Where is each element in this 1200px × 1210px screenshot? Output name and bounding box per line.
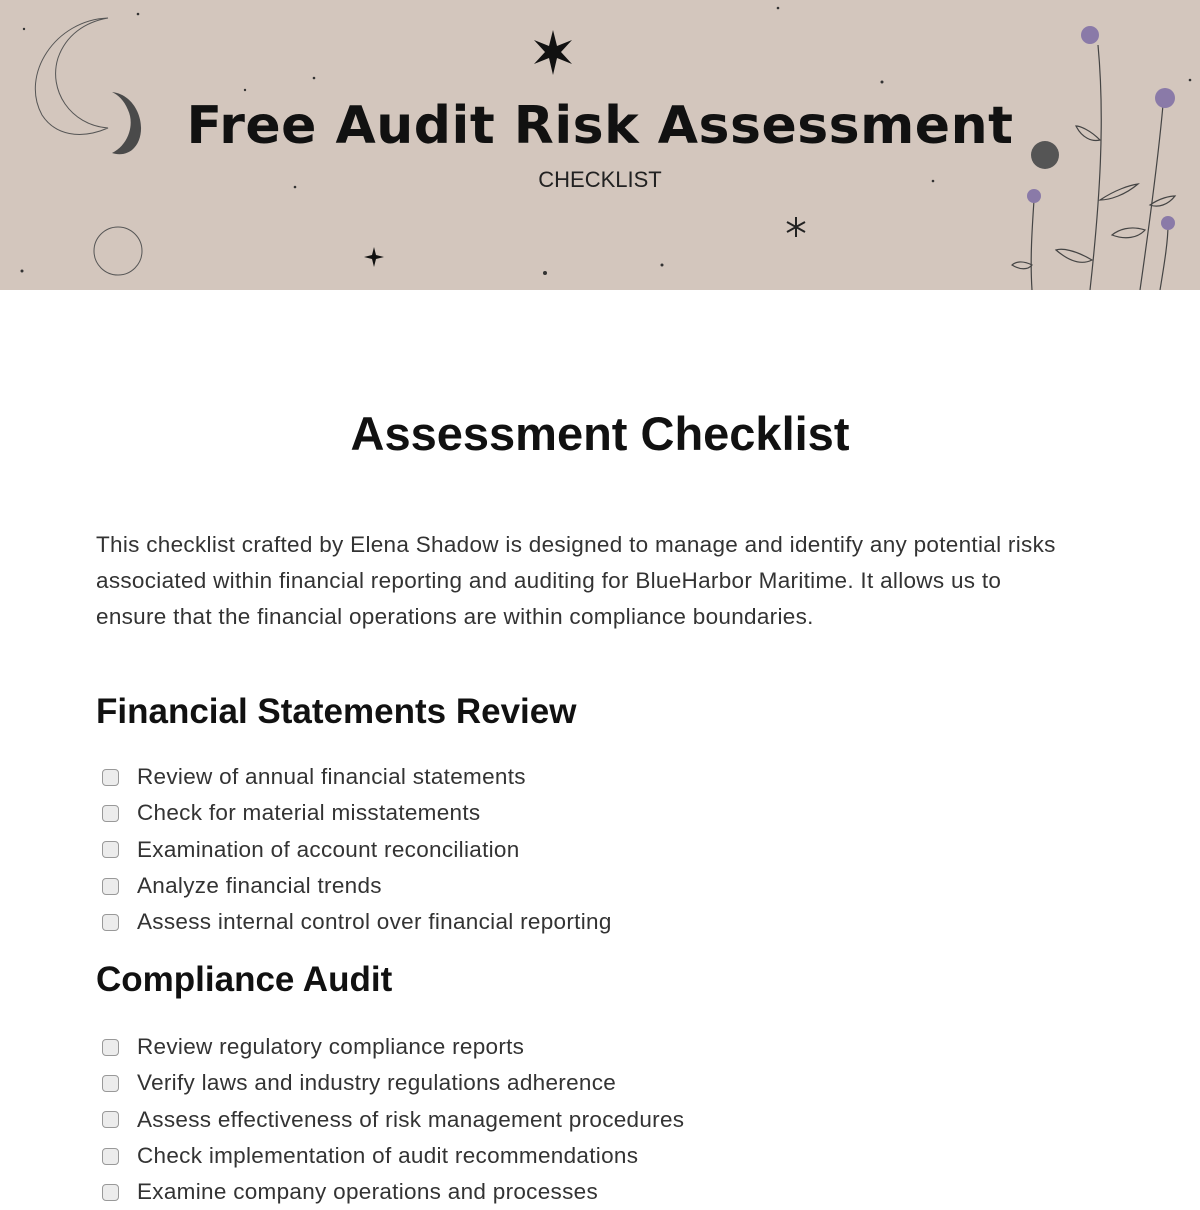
checkbox[interactable]	[102, 841, 119, 858]
checklist-item-label: Verify laws and industry regulations adherence	[137, 1070, 617, 1096]
sparkle-icon	[364, 247, 384, 267]
checklist-compliance-audit	[96, 1029, 684, 1210]
banner-subtitle: CHECKLIST	[538, 167, 662, 192]
section-heading-compliance-audit: Compliance Audit	[96, 960, 393, 999]
intro-paragraph: This checklist crafted by Elena Shadow is designed to manage and identify any potential risks associated within financial reporting and auditing for BlueHarbor Maritime. It allows us to ensure that the financial operations are within compliance boundaries.	[96, 532, 1056, 629]
checklist-item	[96, 759, 612, 795]
banner-title: Free Audit Risk Assessment	[186, 96, 1014, 156]
checklist-item-label: Examine company operations and processes	[137, 1179, 598, 1205]
checkbox[interactable]	[102, 1148, 119, 1165]
checklist-item	[96, 868, 612, 904]
checkbox[interactable]	[102, 1075, 119, 1092]
page-title: Assessment Checklist	[350, 407, 850, 460]
checklist-item-label: Analyze financial trends	[137, 873, 382, 899]
checkbox[interactable]	[102, 914, 119, 931]
section-heading-financial-statements: Financial Statements Review	[96, 692, 577, 731]
asterisk-icon	[787, 217, 805, 237]
checklist-item-label: Review regulatory compliance reports	[137, 1034, 525, 1060]
checkbox[interactable]	[102, 878, 119, 895]
checklist-item-label: Examination of account reconciliation	[137, 836, 520, 862]
checklist-item	[96, 1138, 684, 1174]
checklist-item	[96, 1065, 684, 1101]
checklist-item-label: Check for material misstatements	[137, 800, 481, 826]
checklist-financial-statements	[96, 759, 612, 940]
checklist-item	[96, 1174, 684, 1210]
checklist-item-label: Review of annual financial statements	[137, 764, 526, 790]
checklist-item	[96, 904, 612, 940]
checklist-item-label: Assess effectiveness of risk management procedures	[137, 1106, 685, 1132]
checkbox[interactable]	[102, 1184, 119, 1201]
checkbox[interactable]	[102, 1039, 119, 1056]
checklist-item	[96, 1102, 684, 1138]
header-banner	[0, 0, 1200, 290]
circle-outline-icon	[94, 227, 142, 275]
checkbox[interactable]	[102, 805, 119, 822]
checklist-item-label: Assess internal control over financial reporting	[137, 909, 612, 935]
checklist-item	[96, 832, 612, 868]
checkbox[interactable]	[102, 1111, 119, 1128]
checklist-item	[96, 795, 612, 831]
star-icon	[534, 30, 572, 75]
checklist-item-label: Check implementation of audit recommendations	[137, 1143, 639, 1169]
checkbox[interactable]	[102, 769, 119, 786]
checklist-item	[96, 1029, 684, 1065]
